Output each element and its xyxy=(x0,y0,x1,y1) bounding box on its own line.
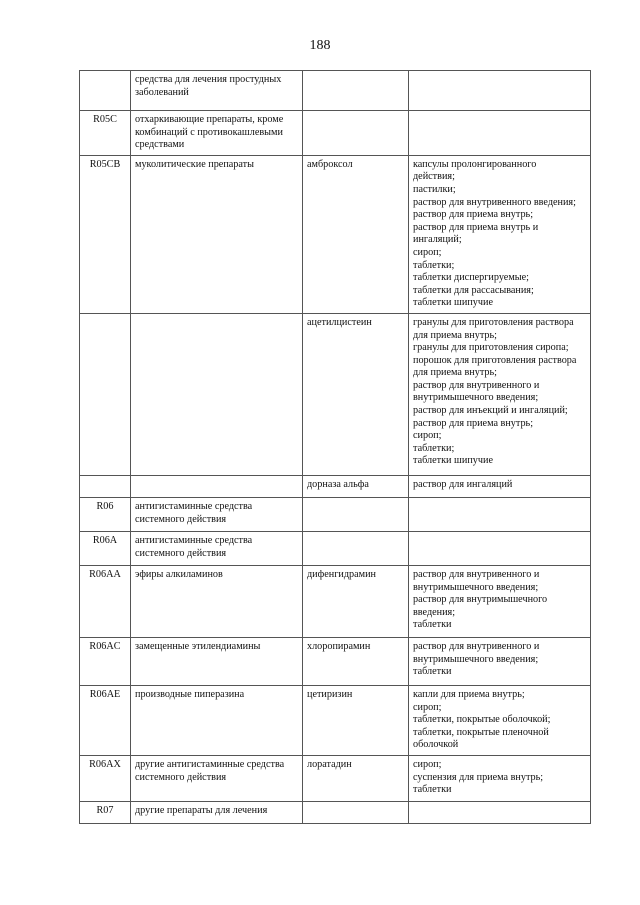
pharmacological-group-cell xyxy=(131,475,303,497)
dosage-form-line: ингаляций; xyxy=(413,234,462,246)
dosage-form-line: раствор для ингаляций xyxy=(413,478,513,490)
dosage-forms-cell xyxy=(409,685,591,755)
table-row xyxy=(80,755,591,801)
dosage-form-line: таблетки; xyxy=(413,259,455,271)
table-row xyxy=(80,111,591,156)
dosage-form-line: для приема внутрь; xyxy=(413,367,497,379)
atc-code-cell: R06A xyxy=(80,531,131,565)
atc-code-cell: R07 xyxy=(80,801,131,823)
pharmacological-group-cell: другие препараты для лечения xyxy=(131,801,303,823)
dosage-form-line: раствор для внутривенного введения; xyxy=(413,196,576,208)
drug-name-cell: дорназа альфа xyxy=(303,475,409,497)
dosage-form-line: введения; xyxy=(413,606,456,618)
drug-name-cell xyxy=(303,801,409,823)
pharmacological-group-cell: отхаркивающие препараты, кроме комбинаций с противокашлевыми средствами xyxy=(131,111,303,156)
dosage-form-line: действия; xyxy=(413,171,455,183)
dosage-form-line: таблетки; xyxy=(413,442,455,454)
drug-name-cell: ацетилцистеин xyxy=(303,313,409,475)
dosage-form-line: внутримышечного введения; xyxy=(413,653,539,665)
dosage-forms-cell xyxy=(409,755,591,801)
dosage-form-line: капсулы пролонгированного xyxy=(413,158,537,170)
drug-name-cell xyxy=(303,71,409,111)
atc-code-cell: R05C xyxy=(80,111,131,156)
drug-name-cell: амброксол xyxy=(303,155,409,313)
atc-code-cell xyxy=(80,313,131,475)
atc-code-cell xyxy=(80,475,131,497)
dosage-forms-cell xyxy=(409,313,591,475)
dosage-form-line: раствор для приема внутрь; xyxy=(413,209,534,221)
drug-name-cell xyxy=(303,111,409,156)
dosage-form-line: гранулы для приготовления раствора xyxy=(413,316,574,328)
dosage-form-line: внутримышечного введения; xyxy=(413,392,539,404)
table-row xyxy=(80,71,591,111)
table-row xyxy=(80,565,591,637)
atc-code-cell: R06AA xyxy=(80,565,131,637)
pharmacological-group-cell: производные пиперазина xyxy=(131,685,303,755)
dosage-form-line: пастилки; xyxy=(413,183,456,195)
atc-code-cell: R06AC xyxy=(80,637,131,685)
dosage-form-line: сироп; xyxy=(413,430,442,442)
atc-code-cell: R06 xyxy=(80,497,131,531)
dosage-forms-cell xyxy=(409,155,591,313)
dosage-form-line: капли для приема внутрь; xyxy=(413,688,525,700)
pharmacological-group-cell: антигистаминные средства системного действия xyxy=(131,497,303,531)
drug-table xyxy=(79,70,591,824)
pharmacological-group-cell xyxy=(131,313,303,475)
dosage-form-line: таблетки xyxy=(413,619,452,631)
dosage-form-line: раствор для внутривенного и xyxy=(413,568,540,580)
dosage-form-line: гранулы для приготовления сиропа; xyxy=(413,342,569,354)
pharmacological-group-cell: муколитические препараты xyxy=(131,155,303,313)
table-row xyxy=(80,497,591,531)
dosage-forms-cell xyxy=(409,71,591,111)
drug-name-cell: цетиризин xyxy=(303,685,409,755)
dosage-form-line: раствор для внутривенного и xyxy=(413,640,540,652)
dosage-form-line: таблетки, покрытые оболочкой; xyxy=(413,714,551,726)
dosage-form-line: сироп; xyxy=(413,701,442,713)
pharmacological-group-cell: другие антигистаминные средства системного действия xyxy=(131,755,303,801)
dosage-form-line: раствор для инъекций и ингаляций; xyxy=(413,405,568,417)
dosage-form-line: сироп; xyxy=(413,246,442,258)
atc-code-cell: R06AE xyxy=(80,685,131,755)
dosage-form-line: таблетки шипучие xyxy=(413,297,493,309)
dosage-form-line: раствор для приема внутрь и xyxy=(413,221,539,233)
drug-name-cell: лоратадин xyxy=(303,755,409,801)
pharmacological-group-cell: эфиры алкиламинов xyxy=(131,565,303,637)
dosage-form-line: для приема внутрь; xyxy=(413,329,497,341)
table-row xyxy=(80,313,591,475)
dosage-form-line: внутримышечного введения; xyxy=(413,581,539,593)
dosage-forms-cell xyxy=(409,475,591,497)
dosage-forms-cell xyxy=(409,637,591,685)
atc-code-cell: R05CB xyxy=(80,155,131,313)
table-row xyxy=(80,475,591,497)
dosage-form-line: оболочкой xyxy=(413,739,459,751)
dosage-form-line: таблетки xyxy=(413,784,452,796)
dosage-forms-cell xyxy=(409,565,591,637)
dosage-form-line: порошок для приготовления раствора xyxy=(413,354,577,366)
dosage-forms-cell xyxy=(409,111,591,156)
table-row xyxy=(80,801,591,823)
dosage-form-line: таблетки шипучие xyxy=(413,455,493,467)
dosage-form-line: таблетки, покрытые пленочной xyxy=(413,726,549,738)
dosage-form-line: раствор для приема внутрь; xyxy=(413,417,534,429)
dosage-form-line: таблетки для рассасывания; xyxy=(413,284,534,296)
drug-name-cell xyxy=(303,531,409,565)
table-row xyxy=(80,531,591,565)
dosage-forms-cell xyxy=(409,531,591,565)
drug-name-cell xyxy=(303,497,409,531)
table-body xyxy=(80,71,591,824)
dosage-form-line: сироп; xyxy=(413,758,442,770)
dosage-forms-cell xyxy=(409,801,591,823)
page-number: 188 xyxy=(309,38,331,53)
pharmacological-group-cell: замещенные этилендиамины xyxy=(131,637,303,685)
dosage-form-line: таблетки диспергируемые; xyxy=(413,272,529,284)
drug-name-cell: дифенгидрамин xyxy=(303,565,409,637)
dosage-form-line: раствор для внутривенного и xyxy=(413,379,540,391)
atc-code-cell xyxy=(80,71,131,111)
dosage-form-line: таблетки xyxy=(413,666,452,678)
dosage-form-line: суспензия для приема внутрь; xyxy=(413,771,544,783)
drug-name-cell: хлоропирамин xyxy=(303,637,409,685)
pharmacological-group-cell: антигистаминные средства системного действия xyxy=(131,531,303,565)
table-row xyxy=(80,685,591,755)
dosage-form-line: раствор для внутримышечного xyxy=(413,594,548,606)
table-row xyxy=(80,155,591,313)
pharmacological-group-cell: средства для лечения простудных заболеваний xyxy=(131,71,303,111)
dosage-forms-cell xyxy=(409,497,591,531)
table-row xyxy=(80,637,591,685)
atc-code-cell: R06AX xyxy=(80,755,131,801)
